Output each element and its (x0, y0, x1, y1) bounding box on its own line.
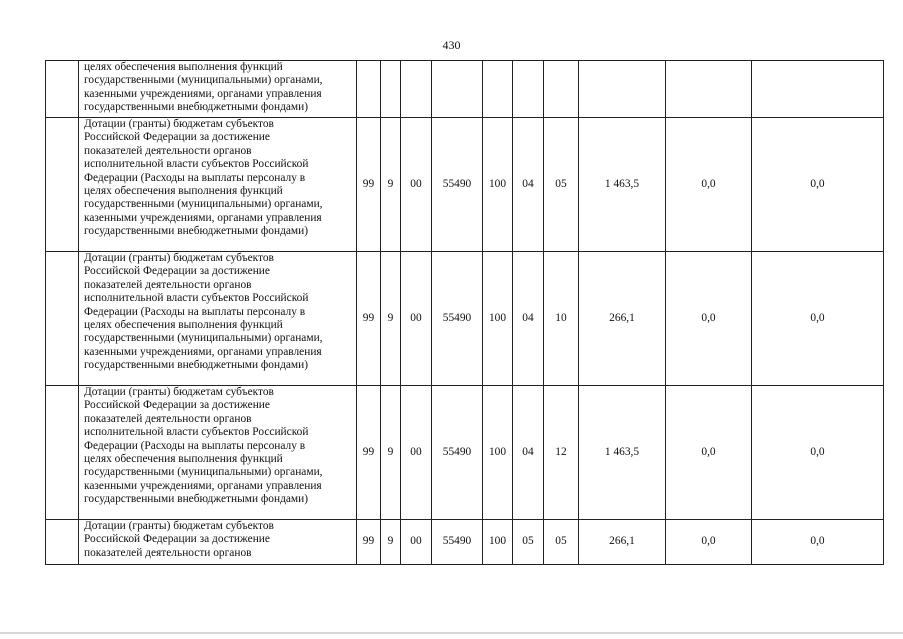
direction-code-cell (432, 61, 483, 118)
table-row (46, 61, 884, 118)
description-cell: целях обеспечения выполнения функций государственными (муниципальными) органами, казенными учреждениями, органами управления государственными внебюджетными фондами) (79, 61, 357, 118)
table-row (46, 386, 884, 520)
amount-cell (752, 61, 884, 118)
expense-type-cell: 100 (483, 520, 513, 565)
subprogram-code-cell: 9 (381, 118, 401, 252)
amount-cell: 0,0 (752, 520, 884, 565)
scan-edge-line (0, 632, 903, 634)
expense-type-cell: 100 (483, 386, 513, 520)
event-code-cell: 00 (401, 252, 432, 386)
subsection-code-cell: 10 (544, 252, 579, 386)
row-number-cell (46, 252, 79, 386)
section-code-cell: 04 (513, 252, 544, 386)
description-cell: Дотации (гранты) бюджетам субъектов Российской Федерации за достижение показателей деятельности органов исполнительной власти субъектов Российской Федерации (Расходы на выплаты персоналу в целях обеспечения выполнения функций государственными (муниципальными) органами, казенными учреждениями, органами управления государственными внебюджетными фондами) (79, 118, 357, 252)
section-code-cell: 05 (513, 520, 544, 565)
expense-type-cell: 100 (483, 252, 513, 386)
amount-cell: 0,0 (752, 252, 884, 386)
page-number: 430 (442, 38, 461, 52)
row-number-cell (46, 118, 79, 252)
amount-cell: 0,0 (752, 118, 884, 252)
table-row (46, 118, 884, 252)
program-code-cell: 99 (357, 118, 381, 252)
direction-code-cell: 55490 (432, 118, 483, 252)
event-code-cell: 00 (401, 520, 432, 565)
program-code-cell: 99 (357, 252, 381, 386)
amount-cell: 1 463,5 (579, 118, 666, 252)
direction-code-cell: 55490 (432, 386, 483, 520)
table-row (46, 252, 884, 386)
event-code-cell: 00 (401, 118, 432, 252)
amount-cell: 266,1 (579, 252, 666, 386)
row-number-cell (46, 61, 79, 118)
subsection-code-cell: 05 (544, 520, 579, 565)
program-code-cell: 99 (357, 520, 381, 565)
event-code-cell (401, 61, 432, 118)
table-row (46, 520, 884, 565)
amount-cell (666, 61, 752, 118)
direction-code-cell: 55490 (432, 520, 483, 565)
description-cell: Дотации (гранты) бюджетам субъектов Российской Федерации за достижение показателей деятельности органов исполнительной власти субъектов Российской Федерации (Расходы на выплаты персоналу в целях обеспечения выполнения функций государственными (муниципальными) органами, казенными учреждениями, органами управления государственными внебюджетными фондами) (79, 386, 357, 520)
direction-code-cell: 55490 (432, 252, 483, 386)
row-number-cell (46, 386, 79, 520)
section-code-cell: 04 (513, 386, 544, 520)
subprogram-code-cell: 9 (381, 386, 401, 520)
program-code-cell (357, 61, 381, 118)
subsection-code-cell: 12 (544, 386, 579, 520)
description-cell: Дотации (гранты) бюджетам субъектов Российской Федерации за достижение показателей деятельности органов (79, 520, 357, 565)
subprogram-code-cell: 9 (381, 252, 401, 386)
section-code-cell (513, 61, 544, 118)
amount-cell: 0,0 (666, 252, 752, 386)
budget-table (45, 60, 884, 565)
description-cell: Дотации (гранты) бюджетам субъектов Российской Федерации за достижение показателей деятельности органов исполнительной власти субъектов Российской Федерации (Расходы на выплаты персоналу в целях обеспечения выполнения функций государственными (муниципальными) органами, казенными учреждениями, органами управления государственными внебюджетными фондами) (79, 252, 357, 386)
subprogram-code-cell (381, 61, 401, 118)
amount-cell: 1 463,5 (579, 386, 666, 520)
amount-cell: 0,0 (752, 386, 884, 520)
amount-cell: 0,0 (666, 520, 752, 565)
amount-cell: 266,1 (579, 520, 666, 565)
subsection-code-cell (544, 61, 579, 118)
program-code-cell: 99 (357, 386, 381, 520)
amount-cell: 0,0 (666, 386, 752, 520)
subprogram-code-cell: 9 (381, 520, 401, 565)
section-code-cell: 04 (513, 118, 544, 252)
expense-type-cell (483, 61, 513, 118)
expense-type-cell: 100 (483, 118, 513, 252)
event-code-cell: 00 (401, 386, 432, 520)
amount-cell: 0,0 (666, 118, 752, 252)
subsection-code-cell: 05 (544, 118, 579, 252)
row-number-cell (46, 520, 79, 565)
amount-cell (579, 61, 666, 118)
